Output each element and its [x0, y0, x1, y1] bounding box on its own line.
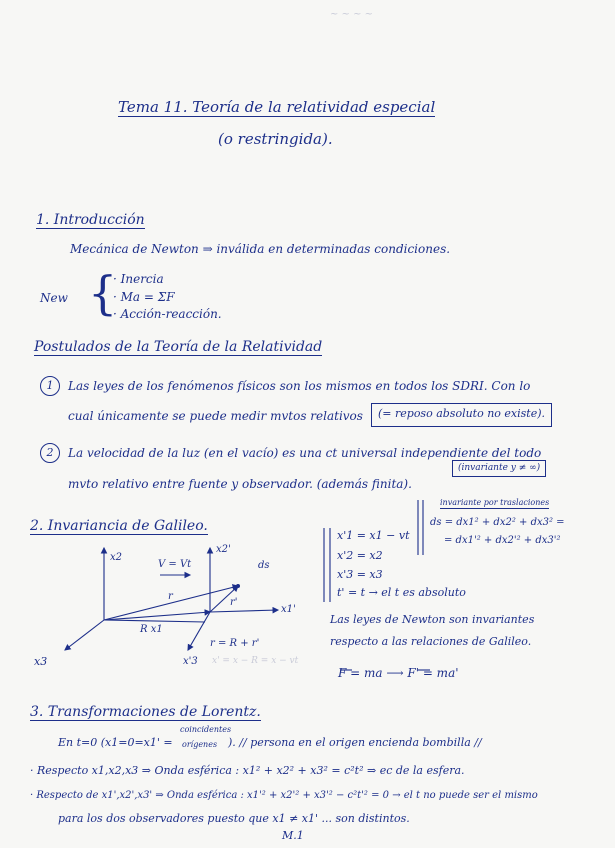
- lorentz-bullet-2-cont: para los dos observadores puesto que x1 ≠ x1' ... son distintos.: [58, 812, 410, 825]
- galileo-eq-4: t' = t → el t es absoluto: [337, 586, 466, 599]
- axis-x1-line-a: [104, 620, 205, 622]
- ds-equation-2: = dx1'² + dx2'² + dx3'²: [444, 535, 561, 546]
- galileo-eq-3: x'3 = x3: [337, 568, 383, 581]
- curly-brace: {: [88, 266, 118, 320]
- law-second: · Ma = ΣF: [113, 290, 175, 304]
- page-title: Tema 11. Teoría de la relatividad especial: [118, 98, 436, 116]
- axis-x3-label: x3: [34, 655, 48, 668]
- axis-x2p-label: x2': [216, 544, 231, 555]
- vector-rp-label: r': [230, 597, 238, 608]
- postulate-1-number: 1: [40, 376, 60, 396]
- lorentz-bullet-1: · Respecto x1,x2,x3 ⇒ Onda esférica : x1² + x2² + x3² = c²t² ⇒ ec de la esfera.: [30, 764, 465, 777]
- postulate-2-line1: La velocidad de la luz (en el vacío) es una ct universal independiente del todo: [68, 446, 542, 460]
- law-action-reaction: · Acción-reacción.: [113, 307, 222, 321]
- intro-line: Mecánica de Newton ⇒ inválida en determinadas condiciones.: [70, 242, 451, 256]
- axis-x3p-label: x'3: [183, 656, 198, 667]
- postulates-heading: Postulados de la Teoría de la Relatividad: [34, 339, 323, 355]
- newton-invariance-note-1: Las leyes de Newton son invariantes: [330, 613, 535, 626]
- force-equation: F = ma ⟶ F' = ma': [338, 666, 459, 680]
- axis-x3-line: [65, 620, 104, 650]
- axis-x1p-line: [210, 610, 278, 612]
- vector-r-label: r: [168, 591, 173, 602]
- page-number: M.1: [282, 829, 304, 842]
- postulate-2-line2: mvto relativo entre fuente y observador. (además finita).: [68, 477, 412, 491]
- lorentz-line1-a: En t=0 (x1=0=x1' =: [58, 736, 173, 749]
- axis-x3p-line: [188, 612, 210, 650]
- page-subtitle: (o restringida).: [218, 130, 333, 148]
- postulate-1-line1: Las leyes de los fenómenos físicos son los mismos en todos los SDRI. Con lo: [68, 379, 531, 393]
- bleed-relation: x' = x − R = x − vt: [212, 656, 299, 666]
- axis-x2-label: x2: [110, 552, 123, 563]
- lorentz-fraction-top: coincidentes: [180, 725, 232, 734]
- postulate-1-line2: cual únicamente se puede medir mvtos relativos: [68, 409, 363, 423]
- axis-x1p-label: x1': [281, 604, 296, 615]
- galileo-eq-2: x'2 = x2: [337, 549, 383, 562]
- galileo-eq-1: x'1 = x1 − vt: [337, 529, 410, 542]
- lorentz-bullet-2: · Respecto de x1',x2',x3' ⇒ Onda esférica : x1'² + x2'² + x3'² − c²t'² = 0 → el t no puede ser el mismo: [30, 790, 538, 801]
- law-inertia: · Inercia: [113, 272, 164, 286]
- invariant-note: invariante por traslaciones: [440, 498, 550, 507]
- postulate-1-boxed-note: (= reposo absoluto no existe).: [371, 403, 552, 427]
- lorentz-line1-b: ). // persona en el origen encienda bombilla //: [228, 736, 482, 749]
- vector-relation: r = R + r': [210, 638, 260, 649]
- point-marker: [236, 584, 240, 588]
- lorentz-heading: 3. Transformaciones de Lorentz.: [30, 704, 261, 720]
- ds-equation-1: ds = dx1² + dx2² + dx3² =: [430, 517, 565, 528]
- lorentz-fraction-bottom: orígenes: [182, 740, 218, 749]
- postulate-2-boxed-note: (invariante y ≠ ∞): [452, 460, 546, 477]
- newton-invariance-note-2: respecto a las relaciones de Galileo.: [330, 635, 532, 648]
- axis-x1-label: R x1: [140, 624, 163, 635]
- velocity-label: V = Vt: [158, 559, 192, 570]
- bleed-through-text: ~ ~ ~ ~: [330, 9, 374, 20]
- postulate-2-number: 2: [40, 443, 60, 463]
- section-introduction-heading: 1. Introducción: [36, 212, 145, 228]
- galileo-heading: 2. Invariancia de Galileo.: [30, 518, 208, 534]
- newton-label: New: [40, 291, 68, 305]
- ds-label: ds: [258, 560, 270, 571]
